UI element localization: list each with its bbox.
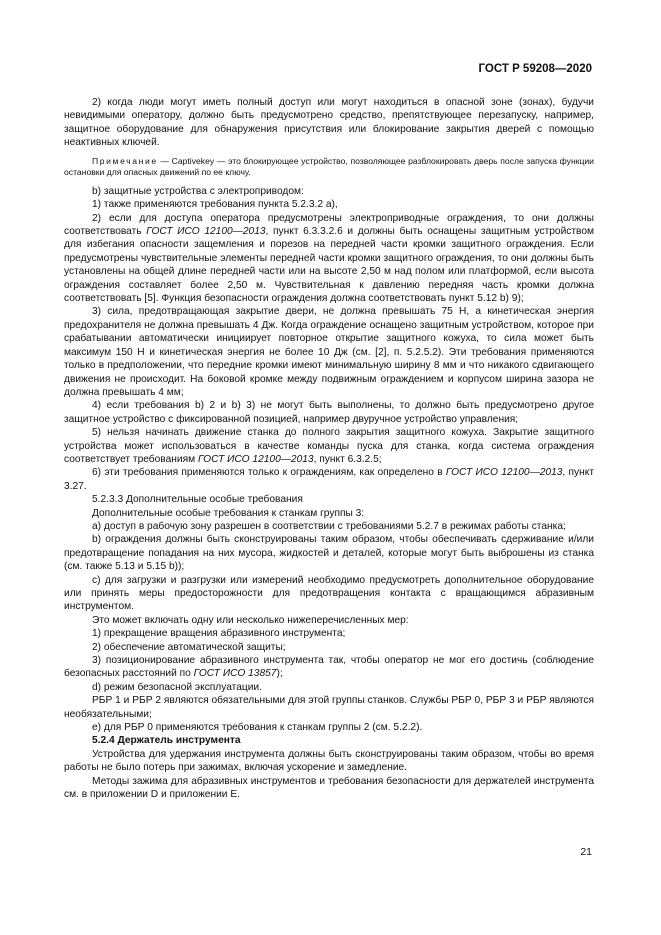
list-item-b2 <box>64 212 594 306</box>
b6-text-start: 6) эти требования применяются только к ограждениям, как определено в <box>92 467 446 479</box>
measure-3 <box>64 654 594 681</box>
note-label: Примечание <box>92 155 158 166</box>
b5-text-start: 5) нельзя начинать движение станка до полного закрытия защитного кожуха. Закрытие защитного устройства может использоваться в качестве команды пуска для станка, когда система ограждения соответствует требованиям <box>64 427 594 465</box>
measure-2: 2) обеспечение автоматической защиты; <box>92 641 286 653</box>
note-text: — Captivekey — это блокирующее устройство, позволяющее разблокировать дверь после запуска функции остановки для опасных движений по ее ключу. <box>64 155 594 178</box>
list-item-b1: 1) также применяются требования пункта 5.2.3.2 a), <box>92 199 338 211</box>
list-item-b6 <box>64 466 594 493</box>
rbr-paragraph: РБР 1 и РБР 2 являются обязательными для этой группы станков. Службы РБР 0, РБР 3 и РБР являются необязательными; <box>64 695 594 720</box>
section-5-2-4-title: 5.2.4 Держатель инструмента <box>92 735 241 747</box>
section-5-2-4-paragraph-1: Устройства для удержания инструмента должны быть сконструированы таким образом, чтобы во время работы не было потерь при зажимах, включая ускорение и замедление. <box>64 748 594 774</box>
m3-text-end: ); <box>276 668 283 680</box>
standard-reference: ГОСТ ИСО 12100—2013 <box>146 226 266 238</box>
b2-text-start: 2) если для доступа оператора предусмотрены электроприводные ограждения, то они должны соответствовать <box>64 212 594 238</box>
page-number: 21 <box>580 846 592 858</box>
measures-intro: Это может включать одну или несколько нижеперечисленных мер: <box>92 614 409 626</box>
list-item-b5 <box>64 426 594 466</box>
list-item-e: e) для РБР 0 применяются требования к станкам группы 2 (см. 5.2.2). <box>92 722 423 734</box>
document-body <box>64 96 594 802</box>
list-item-b3: 3) сила, предотвращающая закрытие двери, не должна превышать 75 Н, а кинетическая энергия предохранителя не должна превышать 4 Дж. Когда ограждение оснащено защитным устройством, которое при срабатывании автоматически инициирует повторное открытие защитного кожуха, то сила может быть максимум 150 Н и кинетическая энергия не более 10 Дж (см. [2], п. 5.2.5.2). Эти требования применяются только в предположении, что передние кромки имеют минимальную ширину 8 мм и что никакого сдвигающего движения не происходит. На боковой кромке между подвижным ограждением и корпусом ширина зазора не должна превышать 4 мм; <box>64 306 594 398</box>
m3-text-start: 3) позиционирование абразивного инструмента так, чтобы оператор не мог его достичь (соблюдение безопасных расстояний по <box>64 655 594 680</box>
list-item-b4: 4) если требования b) 2 и b) 3) не могут быть выполнены, то должно быть предусмотрено другое защитное устройство с фиксированной позицией, например двуручное устройство управления; <box>64 400 594 425</box>
section-5-2-4-paragraph-2: Методы зажима для абразивных инструментов и требования безопасности для держателей инструмента см. в приложении D и приложении E. <box>64 775 594 801</box>
list-item-c: c) для загрузки и разгрузки или измерений необходимо предусмотреть дополнительное оборудование или принять меры предосторожности для предотвращения контакта с вращающимся абразивным инструментом. <box>64 574 594 613</box>
b6-text-end: , пункт 3.27. <box>64 467 594 492</box>
list-item-b: b) ограждения должны быть сконструированы таким образом, чтобы обеспечивать сдерживание и/или предотвращение попадания на них мусора, жидкостей и деталей, которые могут быть выброшены из станка (см. также 5.13 и 5.15 b)); <box>64 534 594 573</box>
note <box>64 156 594 179</box>
section-5-2-3-3-title: 5.2.3.3 Дополнительные особые требования <box>92 494 303 506</box>
b5-text-end: , пункт 6.3.2.5; <box>313 453 382 465</box>
list-item-b-intro: b) защитные устройства с электроприводом: <box>92 185 304 197</box>
standard-reference: ГОСТ ИСО 12100—2013 <box>445 467 563 479</box>
measure-1: 1) прекращение вращения абразивного инструмента; <box>92 628 346 640</box>
list-item-a: a) доступ в рабочую зону разрешен в соответствии с требованиями 5.2.7 в режимах работы станка; <box>92 520 566 532</box>
standard-reference: ГОСТ ИСО 13857 <box>193 668 277 680</box>
standard-reference: ГОСТ ИСО 12100—2013 <box>197 453 314 465</box>
standard-code-header: ГОСТ Р 59208—2020 <box>478 63 592 75</box>
b2-text-end: , пункт 6.3.3.2.6 и должны быть оснащены защитным устройством для избегания опасности защемления и порезов на передней части кромки защитного ограждения. Если предусмотрены чувствительные элементы передней части кромки защитного ограждения, то они должны быть установлены на общей длине передней части или на высоте 2,50 м над полом или платформой, если высота ограждения составляет более 2,50 м. Чувствительная к давлению передняя часть кромки должна соответствовать [5]. Функция безопасности ограждения должна соответствовать пункт 5.12 b) 9); <box>64 226 594 305</box>
section-5-2-3-3-intro: Дополнительные особые требования к станкам группы 3: <box>92 507 365 519</box>
paragraph-item-2: 2) когда люди могут иметь полный доступ или могут находиться в опасной зоне (зонах), будучи невидимыми оператору, должно быть предусмотрено средство, препятствующее перезапуску, например, защитное оборудование для обнаружения присутствия или блокирование закрытия дверей с помощью неактивных ключей. <box>64 97 594 149</box>
list-item-d: d) режим безопасной эксплуатации. <box>92 681 262 693</box>
